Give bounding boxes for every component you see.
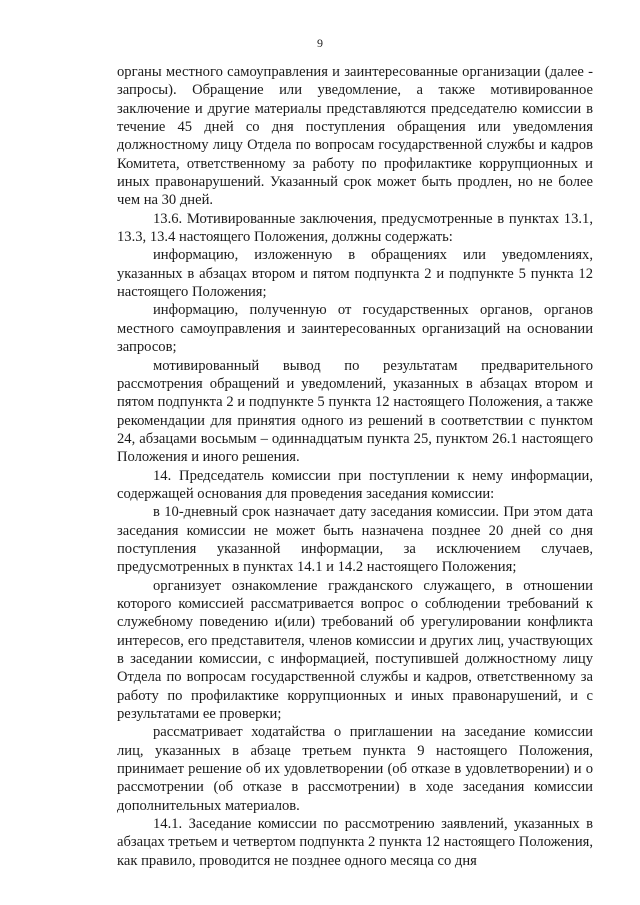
body-text <box>117 63 593 870</box>
paragraph: органы местного самоуправления и заинтересованные организации (далее - запросы). Обращение или уведомление, а также мотивированное заключение и другие материалы представляются председателю комиссии в течение 45 дней со дня поступления обращения или уведомления должностному лицу Отдела по вопросам государственной службы и кадров Комитета, ответственному за работу по профилактике коррупционных и иных правонарушений. Указанный срок может быть продлен, но не более чем на 30 дней. <box>117 64 593 209</box>
paragraph: рассматривает ходатайства о приглашении на заседание комиссии лиц, указанных в абзаце третьем пункта 9 настоящего Положения, принимает решение об их удовлетворении (об отказе в удовлетворении) и о рассмотрении (об отказе в рассмотрении) в ходе заседания комиссии дополнительных материалов. <box>117 724 593 814</box>
paragraph: 14.1. Заседание комиссии по рассмотрению заявлений, указанных в абзацах третьем и четвертом подпункта 2 пункта 12 настоящего Положения, как правило, проводится не позднее одного месяца со дня <box>117 816 593 869</box>
paragraph: в 10-дневный срок назначает дату заседания комиссии. При этом дата заседания комиссии не может быть назначена позднее 20 дней со дня поступления указанной информации, за исключением случаев, предусмотренных в пунктах 14.1 и 14.2 настоящего Положения; <box>117 504 593 576</box>
paragraph: информацию, изложенную в обращениях или уведомлениях, указанных в абзацах втором и пятом подпункта 2 и подпункте 5 пункта 12 настоящего Положения; <box>117 247 593 301</box>
paragraph: организует ознакомление гражданского служащего, в отношении которого комиссией рассматривается вопрос о соблюдении требований к служебному поведению и(или) требований об урегулировании конфликта интересов, его представителя, членов комиссии и других лиц, участвующих в заседании комиссии, с информацией, поступившей должностному лицу Отдела по вопросам государственной службы и кадров, ответственному за работу по профилактике коррупционных и иных правонарушений, и с результатами ее проверки; <box>117 577 593 723</box>
paragraph: мотивированный вывод по результатам предварительного рассмотрения обращений и уведомлений, указанных в абзацах втором и пятом подпункта 2 и подпункте 5 пункта 12 настоящего Положения, а также рекомендации для принятия одного из решений в соответствии с пунктом 24, абзацами восьмым – одиннадцатым пункта 25, пунктом 26.1 настоящего Положения и иного решения. <box>117 357 593 466</box>
paragraph: 13.6. Мотивированные заключения, предусмотренные в пунктах 13.1, 13.3, 13.4 настоящего Положения, должны содержать: <box>117 210 593 246</box>
paragraph: 14. Председатель комиссии при поступлении к нему информации, содержащей основания для проведения заседания комиссии: <box>117 467 593 502</box>
page-number: 9 <box>317 36 323 50</box>
paragraph: информацию, полученную от государственных органов, органов местного самоуправления и заинтересованных организаций на основании запросов; <box>117 302 593 356</box>
